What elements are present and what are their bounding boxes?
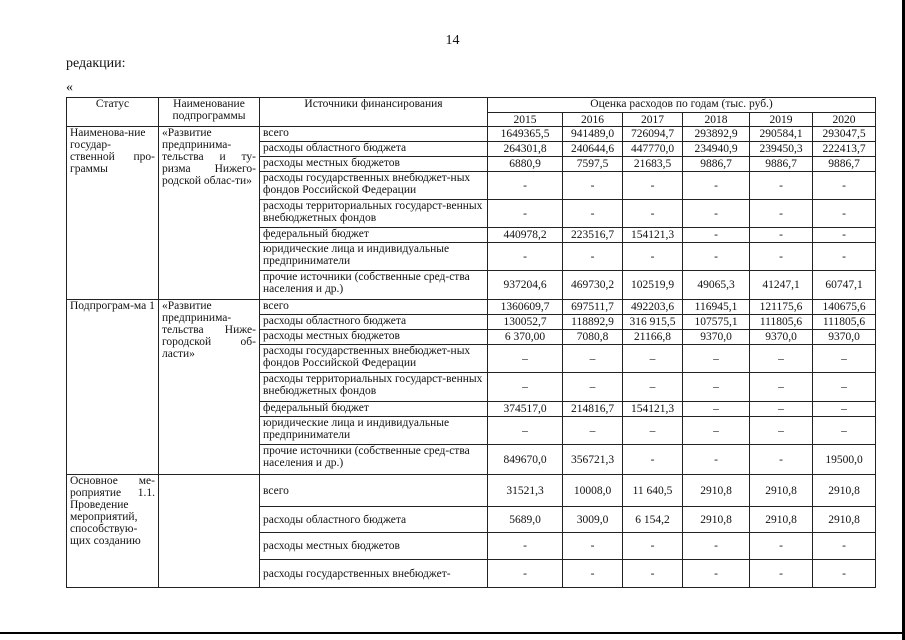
value-cell: 447770,0 — [623, 142, 683, 157]
value-cell: - — [623, 445, 683, 475]
subprogram-cell: «Развитие предпринима-тельства и ту-ризма Нижего-родской облас-ти» — [159, 127, 260, 300]
value-cell: - — [750, 172, 813, 200]
source-cell: юридические лица и индивидуальные предприниматели — [260, 417, 488, 445]
value-cell: 130052,7 — [488, 315, 563, 330]
value-cell: – — [563, 373, 623, 402]
value-cell: – — [750, 373, 813, 402]
header-sources: Источники финансирования — [260, 98, 488, 127]
source-cell: всего — [260, 475, 488, 507]
subprogram-cell — [159, 475, 260, 588]
value-cell: - — [750, 445, 813, 475]
value-cell: 6 154,2 — [623, 507, 683, 533]
value-cell: - — [563, 172, 623, 200]
value-cell: 6 370,00 — [488, 330, 563, 345]
value-cell: - — [683, 533, 750, 560]
header-year: 2019 — [750, 113, 813, 127]
source-cell: расходы территориальных государст-венных внебюджетных фондов — [260, 200, 488, 228]
source-cell: расходы областного бюджета — [260, 507, 488, 533]
header-estimate: Оценка расходов по годам (тыс. руб.) — [488, 98, 876, 113]
value-cell: 293047,5 — [813, 127, 876, 142]
value-cell: – — [813, 402, 876, 417]
source-cell: юридические лица и индивидуальные предприниматели — [260, 243, 488, 271]
value-cell: 223516,7 — [563, 228, 623, 243]
value-cell: 2910,8 — [813, 475, 876, 507]
table-row — [67, 127, 876, 142]
header-year: 2016 — [563, 113, 623, 127]
value-cell: - — [813, 172, 876, 200]
source-cell: всего — [260, 300, 488, 315]
value-cell: - — [488, 243, 563, 271]
value-cell: 6880,9 — [488, 157, 563, 172]
value-cell: 19500,0 — [813, 445, 876, 475]
value-cell: 1649365,5 — [488, 127, 563, 142]
value-cell: 9886,7 — [683, 157, 750, 172]
value-cell: – — [683, 373, 750, 402]
value-cell: 3009,0 — [563, 507, 623, 533]
value-cell: 240644,6 — [563, 142, 623, 157]
value-cell: - — [488, 533, 563, 560]
value-cell: 5689,0 — [488, 507, 563, 533]
table-row — [67, 475, 876, 507]
source-cell: расходы областного бюджета — [260, 142, 488, 157]
source-cell: расходы государственных внебюджет-ных фондов Российской Федерации — [260, 172, 488, 200]
value-cell: 7080,8 — [563, 330, 623, 345]
value-cell: 154121,3 — [623, 228, 683, 243]
value-cell: 9370,0 — [813, 330, 876, 345]
value-cell: - — [623, 172, 683, 200]
value-cell: 1360609,7 — [488, 300, 563, 315]
value-cell: – — [563, 345, 623, 373]
value-cell: - — [488, 172, 563, 200]
source-cell: расходы местных бюджетов — [260, 533, 488, 560]
source-cell: расходы государственных внебюджет-ных фондов Российской Федерации — [260, 345, 488, 373]
source-cell: расходы областного бюджета — [260, 315, 488, 330]
value-cell: 41247,1 — [750, 271, 813, 300]
source-cell: расходы территориальных государст-венных внебюджетных фондов — [260, 373, 488, 402]
value-cell: – — [488, 417, 563, 445]
value-cell: 239450,3 — [750, 142, 813, 157]
value-cell: 9886,7 — [813, 157, 876, 172]
status-cell: Подпрограм-ма 1 — [67, 300, 159, 475]
value-cell: 2910,8 — [683, 507, 750, 533]
source-cell: прочие источники (собственные сред-ства населения и др.) — [260, 271, 488, 300]
value-cell: – — [750, 417, 813, 445]
value-cell: – — [683, 345, 750, 373]
value-cell: 7597,5 — [563, 157, 623, 172]
value-cell: – — [683, 402, 750, 417]
value-cell: - — [488, 560, 563, 588]
value-cell: 2910,8 — [683, 475, 750, 507]
subprogram-cell: «Развитие предпринима-тельства Ниже-городской об-ласти» — [159, 300, 260, 475]
header-year: 2018 — [683, 113, 750, 127]
value-cell: - — [750, 228, 813, 243]
value-cell: - — [623, 533, 683, 560]
value-cell: - — [683, 243, 750, 271]
value-cell: 214816,7 — [563, 402, 623, 417]
value-cell: 111805,6 — [750, 315, 813, 330]
value-cell: 440978,2 — [488, 228, 563, 243]
value-cell: 937204,6 — [488, 271, 563, 300]
value-cell: - — [683, 200, 750, 228]
header-year: 2017 — [623, 113, 683, 127]
value-cell: – — [813, 373, 876, 402]
value-cell: 9370,0 — [750, 330, 813, 345]
value-cell: – — [750, 345, 813, 373]
value-cell: - — [563, 200, 623, 228]
value-cell: - — [683, 172, 750, 200]
source-cell: расходы местных бюджетов — [260, 157, 488, 172]
value-cell: – — [623, 345, 683, 373]
value-cell: 697511,7 — [563, 300, 623, 315]
value-cell: 222413,7 — [813, 142, 876, 157]
value-cell: – — [623, 373, 683, 402]
value-cell: - — [683, 445, 750, 475]
value-cell: - — [683, 228, 750, 243]
value-cell: - — [750, 560, 813, 588]
value-cell: 2910,8 — [750, 507, 813, 533]
table-row — [67, 300, 876, 315]
value-cell: 9370,0 — [683, 330, 750, 345]
value-cell: 941489,0 — [563, 127, 623, 142]
status-cell: Наименова-ние государ-ственной про-граммы — [67, 127, 159, 300]
value-cell: – — [623, 417, 683, 445]
value-cell: – — [563, 417, 623, 445]
value-cell: – — [813, 417, 876, 445]
value-cell: - — [623, 560, 683, 588]
value-cell: - — [750, 200, 813, 228]
source-cell: федеральный бюджет — [260, 228, 488, 243]
intro-text: редакции: — [66, 56, 126, 71]
value-cell: - — [750, 243, 813, 271]
value-cell: - — [683, 560, 750, 588]
value-cell: 49065,3 — [683, 271, 750, 300]
value-cell: 492203,6 — [623, 300, 683, 315]
value-cell: 21683,5 — [623, 157, 683, 172]
header-subprogram: Наименование подпрограммы — [159, 98, 260, 127]
value-cell: – — [683, 417, 750, 445]
source-cell: расходы местных бюджетов — [260, 330, 488, 345]
value-cell: 31521,3 — [488, 475, 563, 507]
value-cell: 10008,0 — [563, 475, 623, 507]
value-cell: – — [750, 402, 813, 417]
header-year: 2015 — [488, 113, 563, 127]
value-cell: 118892,9 — [563, 315, 623, 330]
open-quote: « — [66, 80, 73, 95]
value-cell: – — [488, 373, 563, 402]
value-cell: 2910,8 — [750, 475, 813, 507]
value-cell: – — [813, 345, 876, 373]
financing-table — [66, 97, 876, 588]
value-cell: 469730,2 — [563, 271, 623, 300]
source-cell: расходы государственных внебюджет- — [260, 560, 488, 588]
value-cell: 356721,3 — [563, 445, 623, 475]
value-cell: 107575,1 — [683, 315, 750, 330]
value-cell: 374517,0 — [488, 402, 563, 417]
value-cell: 60747,1 — [813, 271, 876, 300]
value-cell: - — [563, 560, 623, 588]
value-cell: 290584,1 — [750, 127, 813, 142]
value-cell: - — [813, 243, 876, 271]
value-cell: - — [563, 243, 623, 271]
value-cell: 116945,1 — [683, 300, 750, 315]
value-cell: - — [623, 200, 683, 228]
value-cell: 293892,9 — [683, 127, 750, 142]
value-cell: - — [623, 243, 683, 271]
value-cell: - — [813, 228, 876, 243]
value-cell: 2910,8 — [813, 507, 876, 533]
status-cell: Основное ме-роприятие 1.1. Проведение мероприятий, способствую-щих созданию — [67, 475, 159, 588]
value-cell: 21166,8 — [623, 330, 683, 345]
value-cell: - — [563, 533, 623, 560]
source-cell: всего — [260, 127, 488, 142]
source-cell: федеральный бюджет — [260, 402, 488, 417]
value-cell: 849670,0 — [488, 445, 563, 475]
value-cell: 111805,6 — [813, 315, 876, 330]
value-cell: - — [750, 533, 813, 560]
value-cell: 234940,9 — [683, 142, 750, 157]
value-cell: - — [813, 560, 876, 588]
value-cell: 726094,7 — [623, 127, 683, 142]
value-cell: - — [813, 200, 876, 228]
value-cell: 121175,6 — [750, 300, 813, 315]
value-cell: 102519,9 — [623, 271, 683, 300]
header-status: Статус — [67, 98, 159, 127]
value-cell: 264301,8 — [488, 142, 563, 157]
value-cell: 140675,6 — [813, 300, 876, 315]
source-cell: прочие источники (собственные сред-ства населения и др.) — [260, 445, 488, 475]
scan-edge-bottom — [0, 632, 905, 634]
value-cell: 316 915,5 — [623, 315, 683, 330]
header-year: 2020 — [813, 113, 876, 127]
value-cell: 154121,3 — [623, 402, 683, 417]
page-number: 14 — [445, 33, 460, 48]
value-cell: - — [813, 533, 876, 560]
value-cell: - — [488, 200, 563, 228]
value-cell: 11 640,5 — [623, 475, 683, 507]
value-cell: – — [488, 345, 563, 373]
value-cell: 9886,7 — [750, 157, 813, 172]
